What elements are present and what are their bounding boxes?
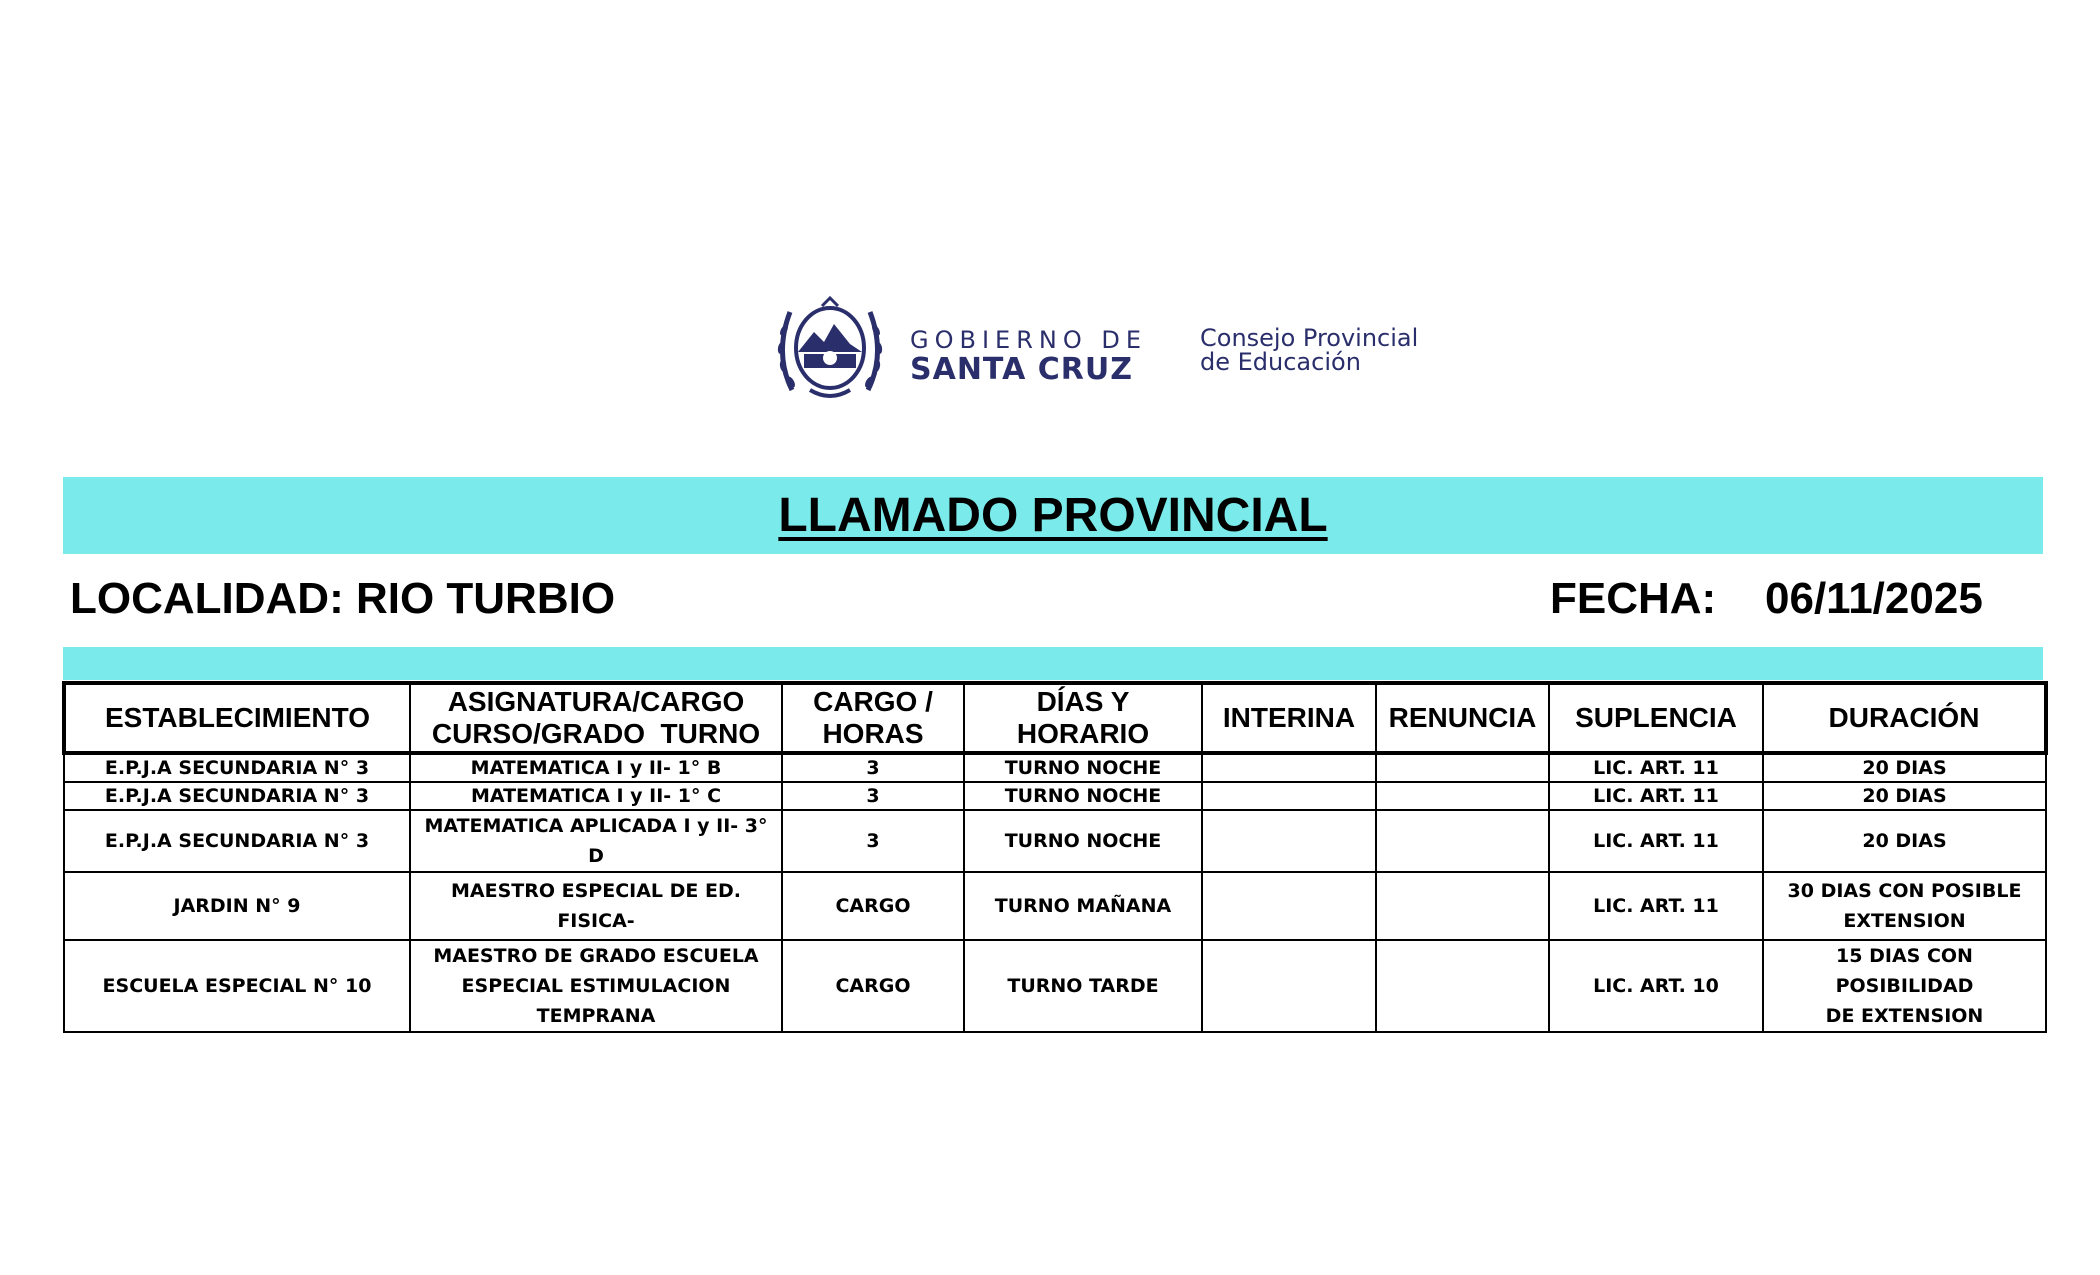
cell-duracion-line1: 15 DIAS CON POSIBILIDAD [1835, 945, 1974, 997]
title-band [63, 477, 2043, 554]
cell-duracion [1763, 872, 2046, 940]
table-row [64, 872, 2046, 940]
cell-asignatura-line2: ESPECIAL ESTIMULACION TEMPRANA [461, 975, 731, 1027]
col-asignatura-line1: ASIGNATURA/CARGO [447, 686, 745, 717]
cell-dias: TURNO NOCHE [964, 782, 1202, 810]
cell-asignatura: MATEMATICA I y II- 1° C [410, 782, 782, 810]
gov-line2: SANTA CRUZ [910, 352, 1133, 387]
gov-line1: GOBIERNO DE [910, 326, 1147, 354]
cell-duracion: 20 DIAS [1763, 753, 2046, 782]
col-cargo-line1: CARGO / [813, 686, 933, 717]
cell-interina [1202, 872, 1376, 940]
cell-asignatura: MATEMATICA I y II- 1° B [410, 753, 782, 782]
col-cargo-line2: HORAS [822, 718, 924, 749]
table-row [64, 753, 2046, 782]
cell-renuncia [1376, 810, 1549, 872]
table-row [64, 782, 2046, 810]
council-logotype [1200, 326, 1418, 374]
fecha-label: FECHA: [1550, 574, 1717, 623]
header-logo [770, 290, 1470, 420]
cell-dias: TURNO NOCHE [964, 810, 1202, 872]
cell-suplencia: LIC. ART. 11 [1549, 872, 1763, 940]
cell-suplencia: LIC. ART. 10 [1549, 940, 1763, 1032]
cell-cargo: 3 [782, 810, 964, 872]
table-row [64, 940, 2046, 1032]
cell-asignatura: MAESTRO ESPECIAL DE ED. FISICA- [410, 872, 782, 940]
col-cargo [782, 683, 964, 753]
col-dias: DÍAS Y HORARIO [964, 683, 1202, 753]
cell-establecimiento: E.P.J.A SECUNDARIA N° 3 [64, 782, 410, 810]
col-suplencia: SUPLENCIA [1549, 683, 1763, 753]
cell-cargo: CARGO [782, 872, 964, 940]
government-logotype [910, 326, 1147, 387]
col-asignatura [410, 683, 782, 753]
cell-establecimiento: E.P.J.A SECUNDARIA N° 3 [64, 753, 410, 782]
cell-interina [1202, 782, 1376, 810]
cell-asignatura-line1: MAESTRO DE GRADO ESCUELA [433, 945, 759, 967]
cell-interina [1202, 753, 1376, 782]
col-asignatura-line2: CURSO/GRADO TURNO [431, 718, 761, 749]
cell-cargo: 3 [782, 753, 964, 782]
cell-renuncia [1376, 753, 1549, 782]
cell-interina [1202, 810, 1376, 872]
localidad: LOCALIDAD: RIO TURBIO [70, 574, 616, 623]
cell-suplencia: LIC. ART. 11 [1549, 753, 1763, 782]
cell-duracion-line2: DE EXTENSION [1825, 1005, 1984, 1027]
header-divider-band [63, 647, 2043, 680]
cell-renuncia [1376, 872, 1549, 940]
cell-duracion-line2: EXTENSION [1843, 910, 1966, 932]
cell-renuncia [1376, 782, 1549, 810]
cell-dias: TURNO MAÑANA [964, 872, 1202, 940]
cell-duracion: 20 DIAS [1763, 810, 2046, 872]
page-title: LLAMADO PROVINCIAL [778, 489, 1328, 542]
col-establecimiento: ESTABLECIMIENTO [64, 683, 410, 753]
cell-duracion: 20 DIAS [1763, 782, 2046, 810]
cell-establecimiento: E.P.J.A SECUNDARIA N° 3 [64, 810, 410, 872]
cell-establecimiento: JARDIN N° 9 [64, 872, 410, 940]
cell-suplencia: LIC. ART. 11 [1549, 810, 1763, 872]
cell-asignatura [410, 940, 782, 1032]
col-renuncia: RENUNCIA [1376, 683, 1549, 753]
table-row [64, 810, 2046, 872]
cell-cargo: 3 [782, 782, 964, 810]
council-line1: Consejo Provincial [1200, 324, 1419, 352]
cell-asignatura: MATEMATICA APLICADA I y II- 3° D [410, 810, 782, 872]
col-duracion: DURACIÓN [1763, 683, 2046, 753]
cell-establecimiento: ESCUELA ESPECIAL N° 10 [64, 940, 410, 1032]
council-line2: de Educación [1200, 348, 1361, 376]
coat-of-arms-icon [770, 290, 890, 410]
vacancies-table [62, 681, 2048, 1033]
cell-interina [1202, 940, 1376, 1032]
cell-cargo: CARGO [782, 940, 964, 1032]
cell-suplencia: LIC. ART. 11 [1549, 782, 1763, 810]
cell-dias: TURNO TARDE [964, 940, 1202, 1032]
col-interina: INTERINA [1202, 683, 1376, 753]
cell-duracion-line1: 30 DIAS CON POSIBLE [1787, 880, 2022, 902]
cell-renuncia [1376, 940, 1549, 1032]
cell-duracion [1763, 940, 2046, 1032]
table-header-row [64, 683, 2046, 753]
fecha-value: 06/11/2025 [1765, 574, 1983, 623]
cell-dias: TURNO NOCHE [964, 753, 1202, 782]
